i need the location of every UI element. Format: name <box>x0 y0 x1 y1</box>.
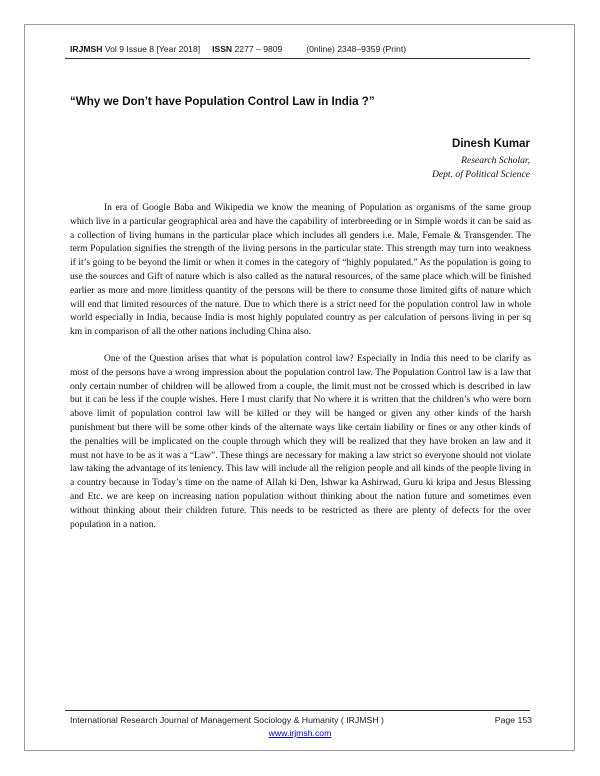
journal-full-name: International Research Journal of Management Sociology & Humanity ( IRJMSH ) <box>70 715 384 725</box>
running-header <box>70 44 540 54</box>
footer <box>70 715 532 725</box>
article-body <box>70 201 531 531</box>
paragraph-1: In era of Google Baba and Wikipedia we know the meaning of Population as organisms of the same group which live in a particular geographical area and have the capability of interbreeding or in Simple words it can be said as a collection of living humans in the particular place which includes all genders i.e. Male, Female & Transgender. The term Population signifies the strength of the living persons in the particular state. This strength may turn into weakness if it’s going to be beyond the limit or when it comes in the category of “highly populated.” As the population is going to use the sources and Gift of nature which is also called as the natural resources, of the same place which will be finished earlier as more and more limitless quantity of the persons will be there to consume those limited gifts of nature which will end that limited resources of the nature. Due to which there is a strict need for the population control law in whole world especially in India, because India is most highly populated country as per calculation of persons living in per sq km in comparison of all the other nations including China also. <box>70 202 531 338</box>
author-role: Research Scholar, <box>461 155 530 166</box>
header-divider <box>65 58 530 59</box>
journal-abbr: IRJMSH <box>70 44 103 54</box>
issn-label: ISSN <box>212 44 233 54</box>
article-title: “Why we Don’t have Population Control Law in India ?” <box>70 95 375 108</box>
page-number: Page 153 <box>494 715 532 725</box>
author-name: Dinesh Kumar <box>452 138 530 150</box>
journal-website-link[interactable]: www.irjmsh.com <box>268 728 332 738</box>
footer-divider <box>65 710 530 711</box>
author-block <box>432 138 530 183</box>
volume-issue: Vol 9 Issue 8 [Year 2018] <box>104 44 201 54</box>
author-department: Dept. of Political Science <box>431 169 530 181</box>
issn-print: (0nline) 2348–9359 (Print) <box>306 44 407 54</box>
issn-online: 2277 – 9809 <box>234 44 283 54</box>
paragraph-2: One of the Question arises that what is population control law? Especially in India this need to be clarify as most of the persons have a wrong impression about the population control law. The Population Control law is a law that only certain number of children will be allowed from a couple, the limit must not be crossed which is described in law but it can be less if the couple wishes. Here I must clarify that No where it is written that the children’s who were born above limit of population control law will be killed or they will be hanged or given any other kinds of the harsh punishment but there will be some other kinds of the alternate ways like certain liability or fines or any other kinds of the penalties will be implicated on the couple through which they will be realized that they have broken an law and it must not have to be as it was a “Law”. These things are necessary for making a law strict so everyone should not violate law taking the advantage of its leniency. This law will include all the religion people and all kinds of the people living in a country because in Today’s time on the name of Allah ki Den, Ishwar ka Ashirwad, Guru ki kripa and Jesus Blessing and Etc. we are keep on increasing nation population without thinking about the nation future and sometimes even without thinking about their children future. This needs to be restricted as there are plenty of defects for the over population in a nation. <box>70 352 531 530</box>
